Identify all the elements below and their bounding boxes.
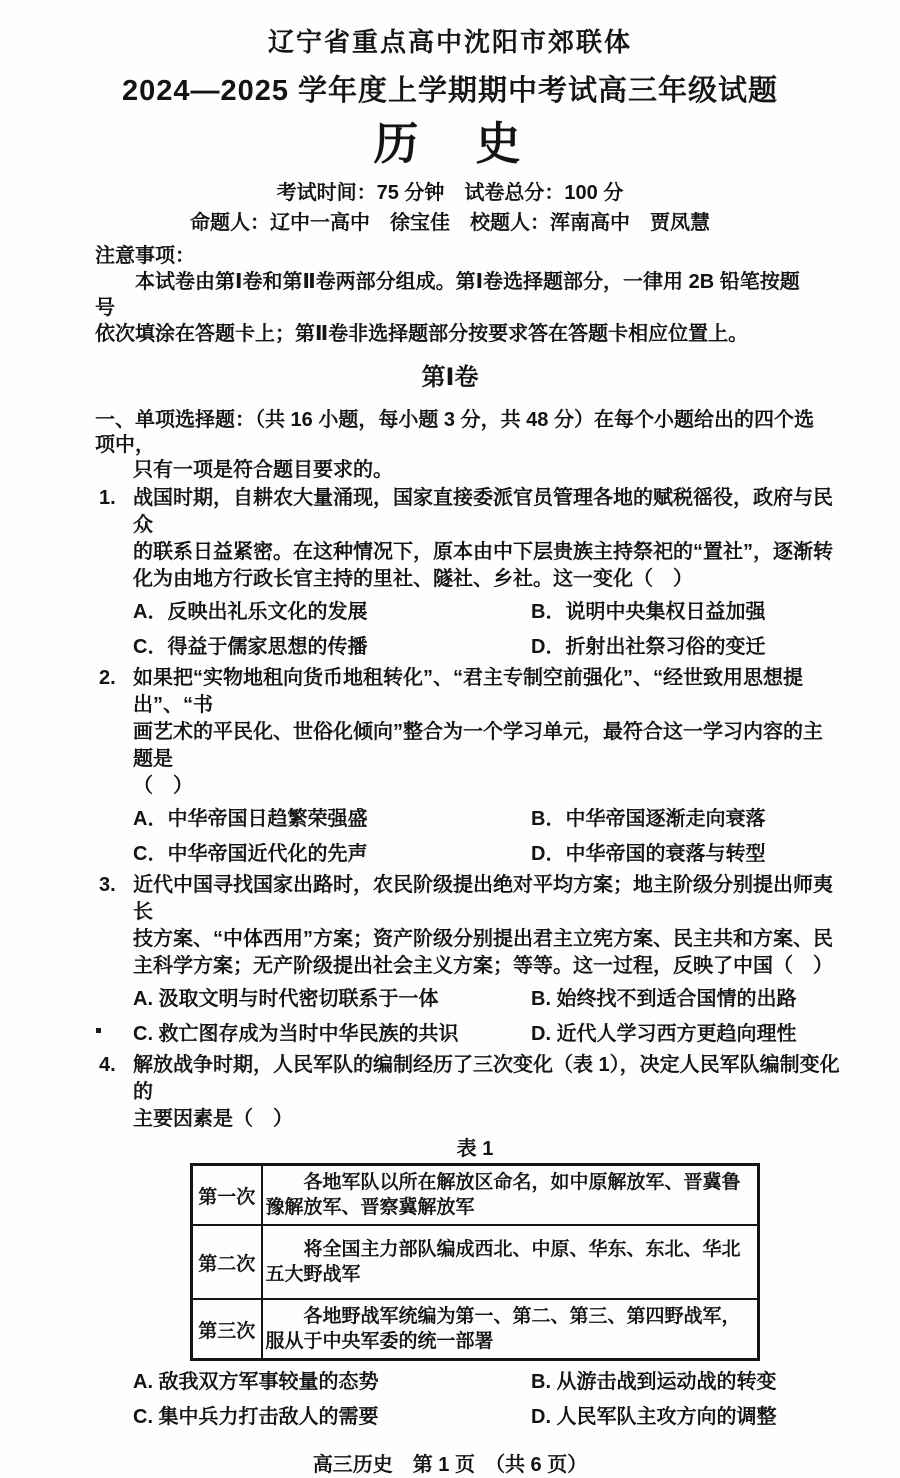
questions-area <box>95 485 840 1430</box>
notice-line-2: 依次填涂在答题卡上；第Ⅱ卷非选择题部分按要求答在答题卡相应位置上。 <box>95 323 749 345</box>
question-2 <box>95 665 840 867</box>
question-2-option-a: A．中华帝国日趋繁荣强盛 <box>133 808 368 830</box>
question-4-number: 4. <box>99 1054 116 1076</box>
question-3-option-b: B. 始终找不到适合国情的出路 <box>531 988 797 1010</box>
question-2-options <box>133 806 840 867</box>
question-3-stem-line: 主科学方案；无产阶级提出社会主义方案；等等。这一过程，反映了中国（ ） <box>133 955 833 977</box>
notice-section <box>95 243 812 347</box>
question-1-option-b: B．说明中央集权日益加强 <box>531 601 766 623</box>
question-2-stem-line: （ ） <box>133 775 193 797</box>
part-1-title: 第Ⅰ卷 <box>421 364 479 391</box>
question-1-stem-line: 的联系日益紧密。在这种情况下，原本由中下层贵族主持祭祀的“置社”，逐渐转 <box>133 541 833 563</box>
question-4-stem-line: 主要因素是（ ） <box>133 1108 293 1130</box>
table-1-caption: 表 1 <box>456 1138 494 1160</box>
question-1-stem <box>133 485 840 593</box>
question-2-stem-line: 如果把“实物地租向货币地租转化”、“君主专制空前强化”、“经世致用思想提出”、“书 <box>133 667 803 716</box>
question-3-stem <box>133 872 840 980</box>
question-1-option-a: A．反映出礼乐文化的发展 <box>133 601 368 623</box>
question-4-option-d: D. 人民军队主攻方向的调整 <box>531 1406 777 1428</box>
section-heading-line-2: 只有一项是符合题目要求的。 <box>133 459 393 481</box>
page-footer: 高三历史 第 1 页 （共 6 页） <box>312 1454 588 1476</box>
question-4-option-b: B. 从游击战到运动战的转变 <box>531 1371 777 1393</box>
question-2-stem-line: 画艺术的平民化、世俗化倾向”整合为一个学习单元，最符合这一学习内容的主题是 <box>133 721 823 770</box>
notice-line-1: 本试卷由第Ⅰ卷和第Ⅱ卷两部分组成。第Ⅰ卷选择题部分，一律用 2B 铅笔按题号 <box>95 271 800 319</box>
question-1-stem-line: 战国时期，自耕农大量涌现，国家直接委派官员管理各地的赋税徭役，政府与民众 <box>133 487 833 536</box>
scan-dot-artifact <box>96 1028 101 1033</box>
table-row-2-label: 第二次 <box>192 1225 262 1299</box>
question-2-number: 2. <box>99 667 116 689</box>
question-4 <box>95 1052 840 1430</box>
table-row-1-text: 各地军队以所在解放区命名，如中原解放军、晋冀鲁豫解放军、晋察冀解放军 <box>262 1165 759 1226</box>
question-4-stem-line: 解放战争时期，人民军队的编制经历了三次变化（表 1），决定人民军队编制变化的 <box>133 1054 840 1103</box>
exam-authors: 命题人：辽中一高中 徐宝佳 校题人：浑南高中 贾凤慧 <box>190 212 710 234</box>
exam-title: 2024—2025 学年度上学期期中考试高三年级试题 <box>121 75 779 107</box>
question-3 <box>95 872 840 1047</box>
table-row-2-text: 将全国主力部队编成西北、中原、华东、东北、华北五大野战军 <box>262 1225 759 1299</box>
table-row-3-label: 第三次 <box>192 1299 262 1360</box>
question-3-options <box>133 986 840 1047</box>
question-3-option-c: C. 救亡图存成为当时中华民族的共识 <box>133 1023 459 1045</box>
table-row-2 <box>192 1225 759 1299</box>
table-row-3-text: 各地野战军统编为第一、第二、第三、第四野战军，服从于中央军委的统一部署 <box>262 1299 759 1360</box>
question-2-option-d: D．中华帝国的衰落与转型 <box>531 843 766 865</box>
school-title: 辽宁省重点高中沈阳市郊联体 <box>267 27 632 57</box>
question-4-option-a: A. 敌我双方军事较量的态势 <box>133 1371 379 1393</box>
question-4-options <box>133 1369 840 1430</box>
question-3-stem-line: 技方案、“中体西用”方案；资产阶级分别提出君主立宪方案、民主共和方案、民 <box>133 928 833 950</box>
table-row-1-label: 第一次 <box>192 1165 262 1226</box>
section-heading <box>95 408 830 483</box>
question-3-option-d: D. 近代人学习西方更趋向理性 <box>531 1023 797 1045</box>
question-2-stem <box>133 665 840 800</box>
question-1-stem-line: 化为由地方行政长官主持的里社、隧社、乡社。这一变化（ ） <box>133 568 693 590</box>
exam-header <box>0 26 900 235</box>
question-2-option-b: B．中华帝国逐渐走向衰落 <box>531 808 766 830</box>
subject-title: 历 史 <box>373 118 527 169</box>
question-1-number: 1. <box>99 487 116 509</box>
question-3-stem-line: 近代中国寻找国家出路时，农民阶级提出绝对平均方案；地主阶级分别提出师夷长 <box>133 874 833 923</box>
question-3-option-a: A. 汲取文明与时代密切联系于一体 <box>133 988 439 1010</box>
section-heading-line-1: 一、单项选择题：（共 16 小题，每小题 3 分，共 48 分）在每个小题给出的四个选项中， <box>95 409 814 456</box>
table-row-3 <box>192 1299 759 1360</box>
question-4-option-c: C. 集中兵力打击敌人的需要 <box>133 1406 379 1428</box>
question-1-options <box>133 599 840 660</box>
question-1 <box>95 485 840 660</box>
question-2-option-c: C．中华帝国近代化的先声 <box>133 843 368 865</box>
exam-time-score: 考试时间：75 分钟 试卷总分：100 分 <box>276 182 624 204</box>
question-1-option-d: D．折射出社祭习俗的变迁 <box>531 636 766 658</box>
question-3-number: 3. <box>99 874 116 896</box>
question-1-option-c: C．得益于儒家思想的传播 <box>133 636 368 658</box>
question-4-stem <box>133 1052 840 1133</box>
table-1 <box>190 1163 760 1361</box>
notice-title: 注意事项： <box>95 245 195 267</box>
table-row-1 <box>192 1165 759 1226</box>
